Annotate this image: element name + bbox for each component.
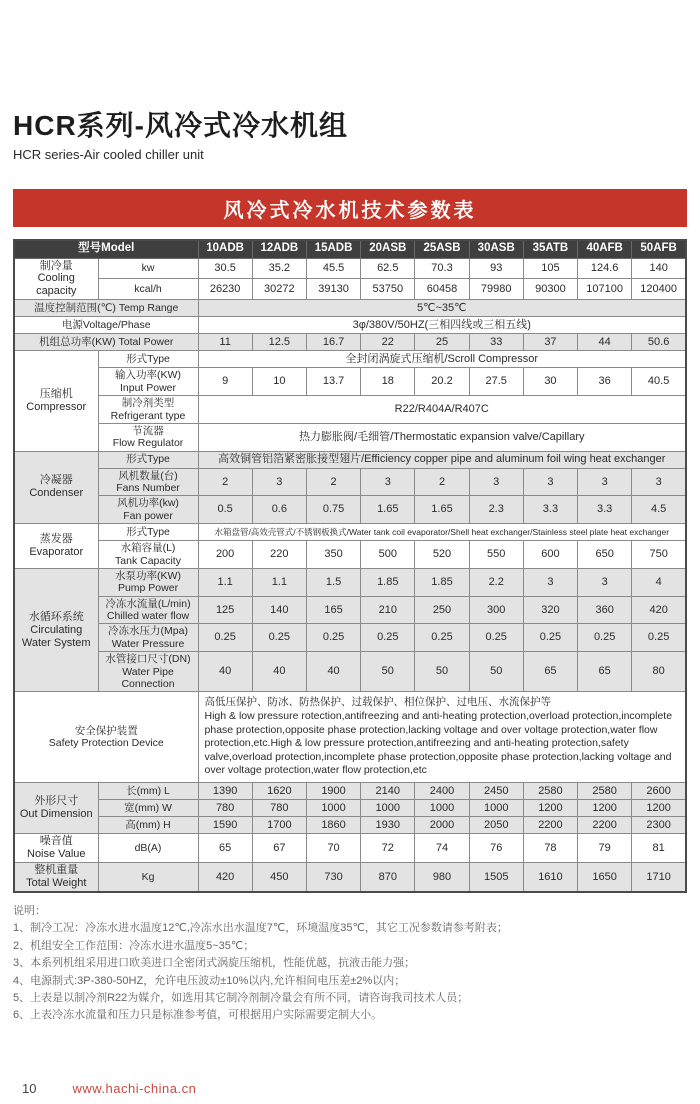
value-cell: 0.6 [252,496,306,524]
table-row [14,468,686,496]
value-cell: 12.5 [252,334,306,351]
value-cell: 250 [415,596,469,624]
page-number: 10 [22,1081,37,1096]
page-title: HCR系列-风冷式冷水机组 [13,110,348,141]
attr-cell: 形式Type [98,524,198,541]
value-cell: 65 [523,652,577,692]
value-cell: 3 [252,468,306,496]
notes-section [13,903,687,1025]
model-header-cell: 30ASB [469,240,523,258]
table-row [14,279,686,300]
table-row [14,692,686,783]
value-cell: 730 [306,863,360,892]
table-row [14,541,686,569]
table-row [14,624,686,652]
attr-cell: 水管接口尺寸(DN) Water Pipe Connection [98,652,198,692]
attr-cell: 电源Voltage/Phase [14,317,198,334]
value-cell: 11 [198,334,252,351]
table-row [14,300,686,317]
value-cell: 1860 [306,817,360,834]
table-row [14,834,686,863]
model-header-cell: 40AFB [578,240,632,258]
value-cell: 3 [523,468,577,496]
value-cell: 53750 [361,279,415,300]
table-row [14,317,686,334]
value-cell: 18 [361,368,415,396]
value-cell: 980 [415,863,469,892]
value-cell: 2 [306,468,360,496]
value-cell: 9 [198,368,252,396]
value-cell: 2.3 [469,496,523,524]
span-value-cell: 3φ/380V/50HZ(三相四线或三相五线) [198,317,686,334]
value-cell: 2400 [415,783,469,800]
value-cell: 0.25 [306,624,360,652]
value-cell: 4 [632,568,686,596]
value-cell: 780 [252,800,306,817]
value-cell: 0.25 [632,624,686,652]
page-content [0,104,700,1025]
attr-cell: kcal/h [98,279,198,300]
value-cell: 1200 [523,800,577,817]
value-cell: 600 [523,541,577,569]
value-cell: 0.5 [198,496,252,524]
value-cell: 74 [415,834,469,863]
value-cell: 500 [361,541,415,569]
value-cell: 3.3 [523,496,577,524]
table-row [14,863,686,892]
value-cell: 107100 [578,279,632,300]
value-cell: 220 [252,541,306,569]
value-cell: 22 [361,334,415,351]
value-cell: 1.65 [361,496,415,524]
value-cell: 0.25 [469,624,523,652]
section-banner: 风冷式冷水机技术参数表 [13,189,687,227]
value-cell: 0.25 [578,624,632,652]
value-cell: 1.5 [306,568,360,596]
table-row [14,568,686,596]
attr-cell: 制冷剂类型 Refrigerant type [98,396,198,424]
value-cell: 2140 [361,783,415,800]
website-link[interactable]: www.hachi-china.cn [72,1081,197,1096]
value-cell: 1000 [306,800,360,817]
value-cell: 0.25 [523,624,577,652]
attr-cell: 机组总功率(KW) Total Power [14,334,198,351]
value-cell: 2580 [523,783,577,800]
value-cell: 3 [632,468,686,496]
table-header-row [14,240,686,258]
value-cell: 3 [469,468,523,496]
value-cell: 37 [523,334,577,351]
attr-cell: 安全保护装置 Safety Protection Device [14,692,198,783]
note-item: 4、电源制式:3P-380-50HZ，允许电压波动±10%以内,允许相间电压差±2%以内； [13,974,406,987]
span-value-cell: 全封闭涡旋式压缩机/Scroll Compressor [198,351,686,368]
value-cell: 2600 [632,783,686,800]
value-cell: 50 [469,652,523,692]
attr-cell: 形式Type [98,451,198,468]
value-cell: 1.85 [415,568,469,596]
attr-cell: 节流器 Flow Regulator [98,423,198,451]
span-value-cell: 5℃~35℃ [198,300,686,317]
attr-cell: 冷冻水压力(Mpa) Water Pressure [98,624,198,652]
model-header-cell: 50AFB [632,240,686,258]
value-cell: 1710 [632,863,686,892]
value-cell: 10 [252,368,306,396]
attr-cell: 宽(mm) W [98,800,198,817]
value-cell: 27.5 [469,368,523,396]
attr-cell: 水泵功率(KW) Pump Power [98,568,198,596]
value-cell: 350 [306,541,360,569]
value-cell: 2 [415,468,469,496]
value-cell: 1000 [361,800,415,817]
span-value-cell: R22/R404A/R407C [198,396,686,424]
value-cell: 78 [523,834,577,863]
group-cell: 水循环系统 Circulating Water System [14,568,98,691]
attr-cell: Kg [98,863,198,892]
attr-cell: kw [98,258,198,279]
table-row [14,783,686,800]
span-value-cell: 高低压保护、防冰、防热保护、过载保护、相位保护、过电压、水流保护等 High & low pressure rotection,antifreezing and anti-heating protection,overload protection,incomplete phase protection,opposite phase protection,lacking voltage and over voltage protection,water flow protection,etc.High & low pressure protection,antifreezing and anti-heating protection,safety valve,overload protection,incomplete phase protection,opposite phase protection,lacking voltage and over voltage protection,water flow protection,etc [198,692,686,783]
model-header-cell: 25ASB [415,240,469,258]
table-row [14,351,686,368]
value-cell: 1650 [578,863,632,892]
value-cell: 3 [361,468,415,496]
value-cell: 780 [198,800,252,817]
model-header-cell: 20ASB [361,240,415,258]
span-value-cell: 水箱盘管/高效壳管式/不锈钢板换式/Water tank coil evaporator/Shell heat exchanger/Stainless steel plate heat exchanger [198,524,686,541]
value-cell: 2200 [578,817,632,834]
value-cell: 93 [469,258,523,279]
note-item: 3、本系列机组采用进口欧美进口全密闭式涡旋压缩机，性能优越，抗液击能力强； [13,957,416,970]
value-cell: 1930 [361,817,415,834]
note-item: 1、制冷工况：冷冻水进水温度12℃,冷冻水出水温度7℃，环境温度35℃，其它工况参数请参考附表； [13,922,508,935]
value-cell: 1900 [306,783,360,800]
group-cell: 冷凝器 Condenser [14,451,98,524]
attr-cell: dB(A) [98,834,198,863]
value-cell: 450 [252,863,306,892]
model-header-cell: 35ATB [523,240,577,258]
attr-cell: 输入功率(KW) Input Power [98,368,198,396]
value-cell: 1.65 [415,496,469,524]
group-cell: 整机重量 Total Weight [14,863,98,892]
value-cell: 72 [361,834,415,863]
group-cell: 制冷量 Cooling capacity [14,258,98,300]
value-cell: 1590 [198,817,252,834]
value-cell: 30.5 [198,258,252,279]
value-cell: 60458 [415,279,469,300]
table-row [14,817,686,834]
value-cell: 1610 [523,863,577,892]
value-cell: 79 [578,834,632,863]
value-cell: 67 [252,834,306,863]
value-cell: 0.75 [306,496,360,524]
value-cell: 165 [306,596,360,624]
group-cell: 噪音值 Noise Value [14,834,98,863]
value-cell: 2 [198,468,252,496]
group-cell: 蒸发器 Evaporator [14,524,98,569]
value-cell: 25 [415,334,469,351]
value-cell: 76 [469,834,523,863]
value-cell: 120400 [632,279,686,300]
value-cell: 1000 [415,800,469,817]
note-item: 6、上表冷冻水流量和压力只是标准参考值，可根据用户实际需要定制大小。 [13,1009,383,1022]
value-cell: 1620 [252,783,306,800]
value-cell: 1505 [469,863,523,892]
value-cell: 125 [198,596,252,624]
value-cell: 2300 [632,817,686,834]
attr-cell: 风机功率(kw) Fan power [98,496,198,524]
span-value-cell: 高效铜管铝箔紧密胀接型翅片/Efficiency copper pipe and aluminum foil wing heat exchanger [198,451,686,468]
value-cell: 40 [306,652,360,692]
value-cell: 1200 [578,800,632,817]
attr-cell: 形式Type [98,351,198,368]
value-cell: 90300 [523,279,577,300]
notes-heading: 说明： [13,905,46,917]
value-cell: 2450 [469,783,523,800]
model-header-cell: 12ADB [252,240,306,258]
note-item: 5、上表是以制冷剂R22为媒介，如选用其它制冷剂制冷量会有所不同，请咨询我司技术人员； [13,991,469,1004]
value-cell: 79980 [469,279,523,300]
group-cell: 外形尺寸 Out Dimension [14,783,98,834]
value-cell: 1.1 [198,568,252,596]
attr-cell: 水箱容量(L) Tank Capacity [98,541,198,569]
value-cell: 33 [469,334,523,351]
value-cell: 420 [198,863,252,892]
table-row [14,423,686,451]
table-row [14,396,686,424]
value-cell: 550 [469,541,523,569]
model-header-cell: 10ADB [198,240,252,258]
value-cell: 3 [523,568,577,596]
value-cell: 3.3 [578,496,632,524]
value-cell: 1390 [198,783,252,800]
table-row [14,524,686,541]
note-item: 2、机组安全工作范围：冷冻水进水温度5~35℃； [13,939,255,952]
value-cell: 70 [306,834,360,863]
attr-cell: 温度控制范围(℃) Temp Range [14,300,198,317]
value-cell: 44 [578,334,632,351]
value-cell: 13.7 [306,368,360,396]
attr-cell: 冷冻水流量(L/min) Chilled water flow [98,596,198,624]
value-cell: 65 [198,834,252,863]
value-cell: 420 [632,596,686,624]
value-cell: 650 [578,541,632,569]
model-header-cell: 15ADB [306,240,360,258]
table-row [14,258,686,279]
value-cell: 360 [578,596,632,624]
page-subtitle: HCR series-Air cooled chiller unit [13,147,204,162]
page-footer [0,1081,700,1096]
value-cell: 140 [252,596,306,624]
value-cell: 30272 [252,279,306,300]
value-cell: 2050 [469,817,523,834]
table-row [14,596,686,624]
value-cell: 4.5 [632,496,686,524]
value-cell: 50.6 [632,334,686,351]
spec-table [13,239,687,893]
value-cell: 50 [415,652,469,692]
value-cell: 70.3 [415,258,469,279]
value-cell: 320 [523,596,577,624]
value-cell: 3 [578,568,632,596]
value-cell: 36 [578,368,632,396]
value-cell: 210 [361,596,415,624]
value-cell: 2.2 [469,568,523,596]
value-cell: 26230 [198,279,252,300]
model-label-cell: 型号Model [14,240,198,258]
table-row [14,800,686,817]
value-cell: 1000 [469,800,523,817]
table-row [14,334,686,351]
value-cell: 870 [361,863,415,892]
value-cell: 3 [578,468,632,496]
value-cell: 65 [578,652,632,692]
value-cell: 39130 [306,279,360,300]
value-cell: 40.5 [632,368,686,396]
value-cell: 140 [632,258,686,279]
table-row [14,652,686,692]
value-cell: 0.25 [198,624,252,652]
value-cell: 62.5 [361,258,415,279]
value-cell: 200 [198,541,252,569]
value-cell: 0.25 [361,624,415,652]
value-cell: 45.5 [306,258,360,279]
value-cell: 81 [632,834,686,863]
value-cell: 2000 [415,817,469,834]
value-cell: 50 [361,652,415,692]
value-cell: 16.7 [306,334,360,351]
value-cell: 40 [198,652,252,692]
attr-cell: 高(mm) H [98,817,198,834]
value-cell: 124.6 [578,258,632,279]
value-cell: 1700 [252,817,306,834]
table-row [14,368,686,396]
value-cell: 1.85 [361,568,415,596]
span-value-cell: 热力膨胀阀/毛细管/Thermostatic expansion valve/Capillary [198,423,686,451]
value-cell: 20.2 [415,368,469,396]
value-cell: 300 [469,596,523,624]
value-cell: 30 [523,368,577,396]
attr-cell: 风机数量(台) Fans Number [98,468,198,496]
value-cell: 0.25 [415,624,469,652]
table-row [14,451,686,468]
value-cell: 80 [632,652,686,692]
value-cell: 2580 [578,783,632,800]
value-cell: 520 [415,541,469,569]
value-cell: 2200 [523,817,577,834]
group-cell: 压缩机 Compressor [14,351,98,451]
value-cell: 105 [523,258,577,279]
value-cell: 750 [632,541,686,569]
value-cell: 40 [252,652,306,692]
value-cell: 1.1 [252,568,306,596]
value-cell: 35.2 [252,258,306,279]
table-row [14,496,686,524]
value-cell: 0.25 [252,624,306,652]
value-cell: 1200 [632,800,686,817]
attr-cell: 长(mm) L [98,783,198,800]
